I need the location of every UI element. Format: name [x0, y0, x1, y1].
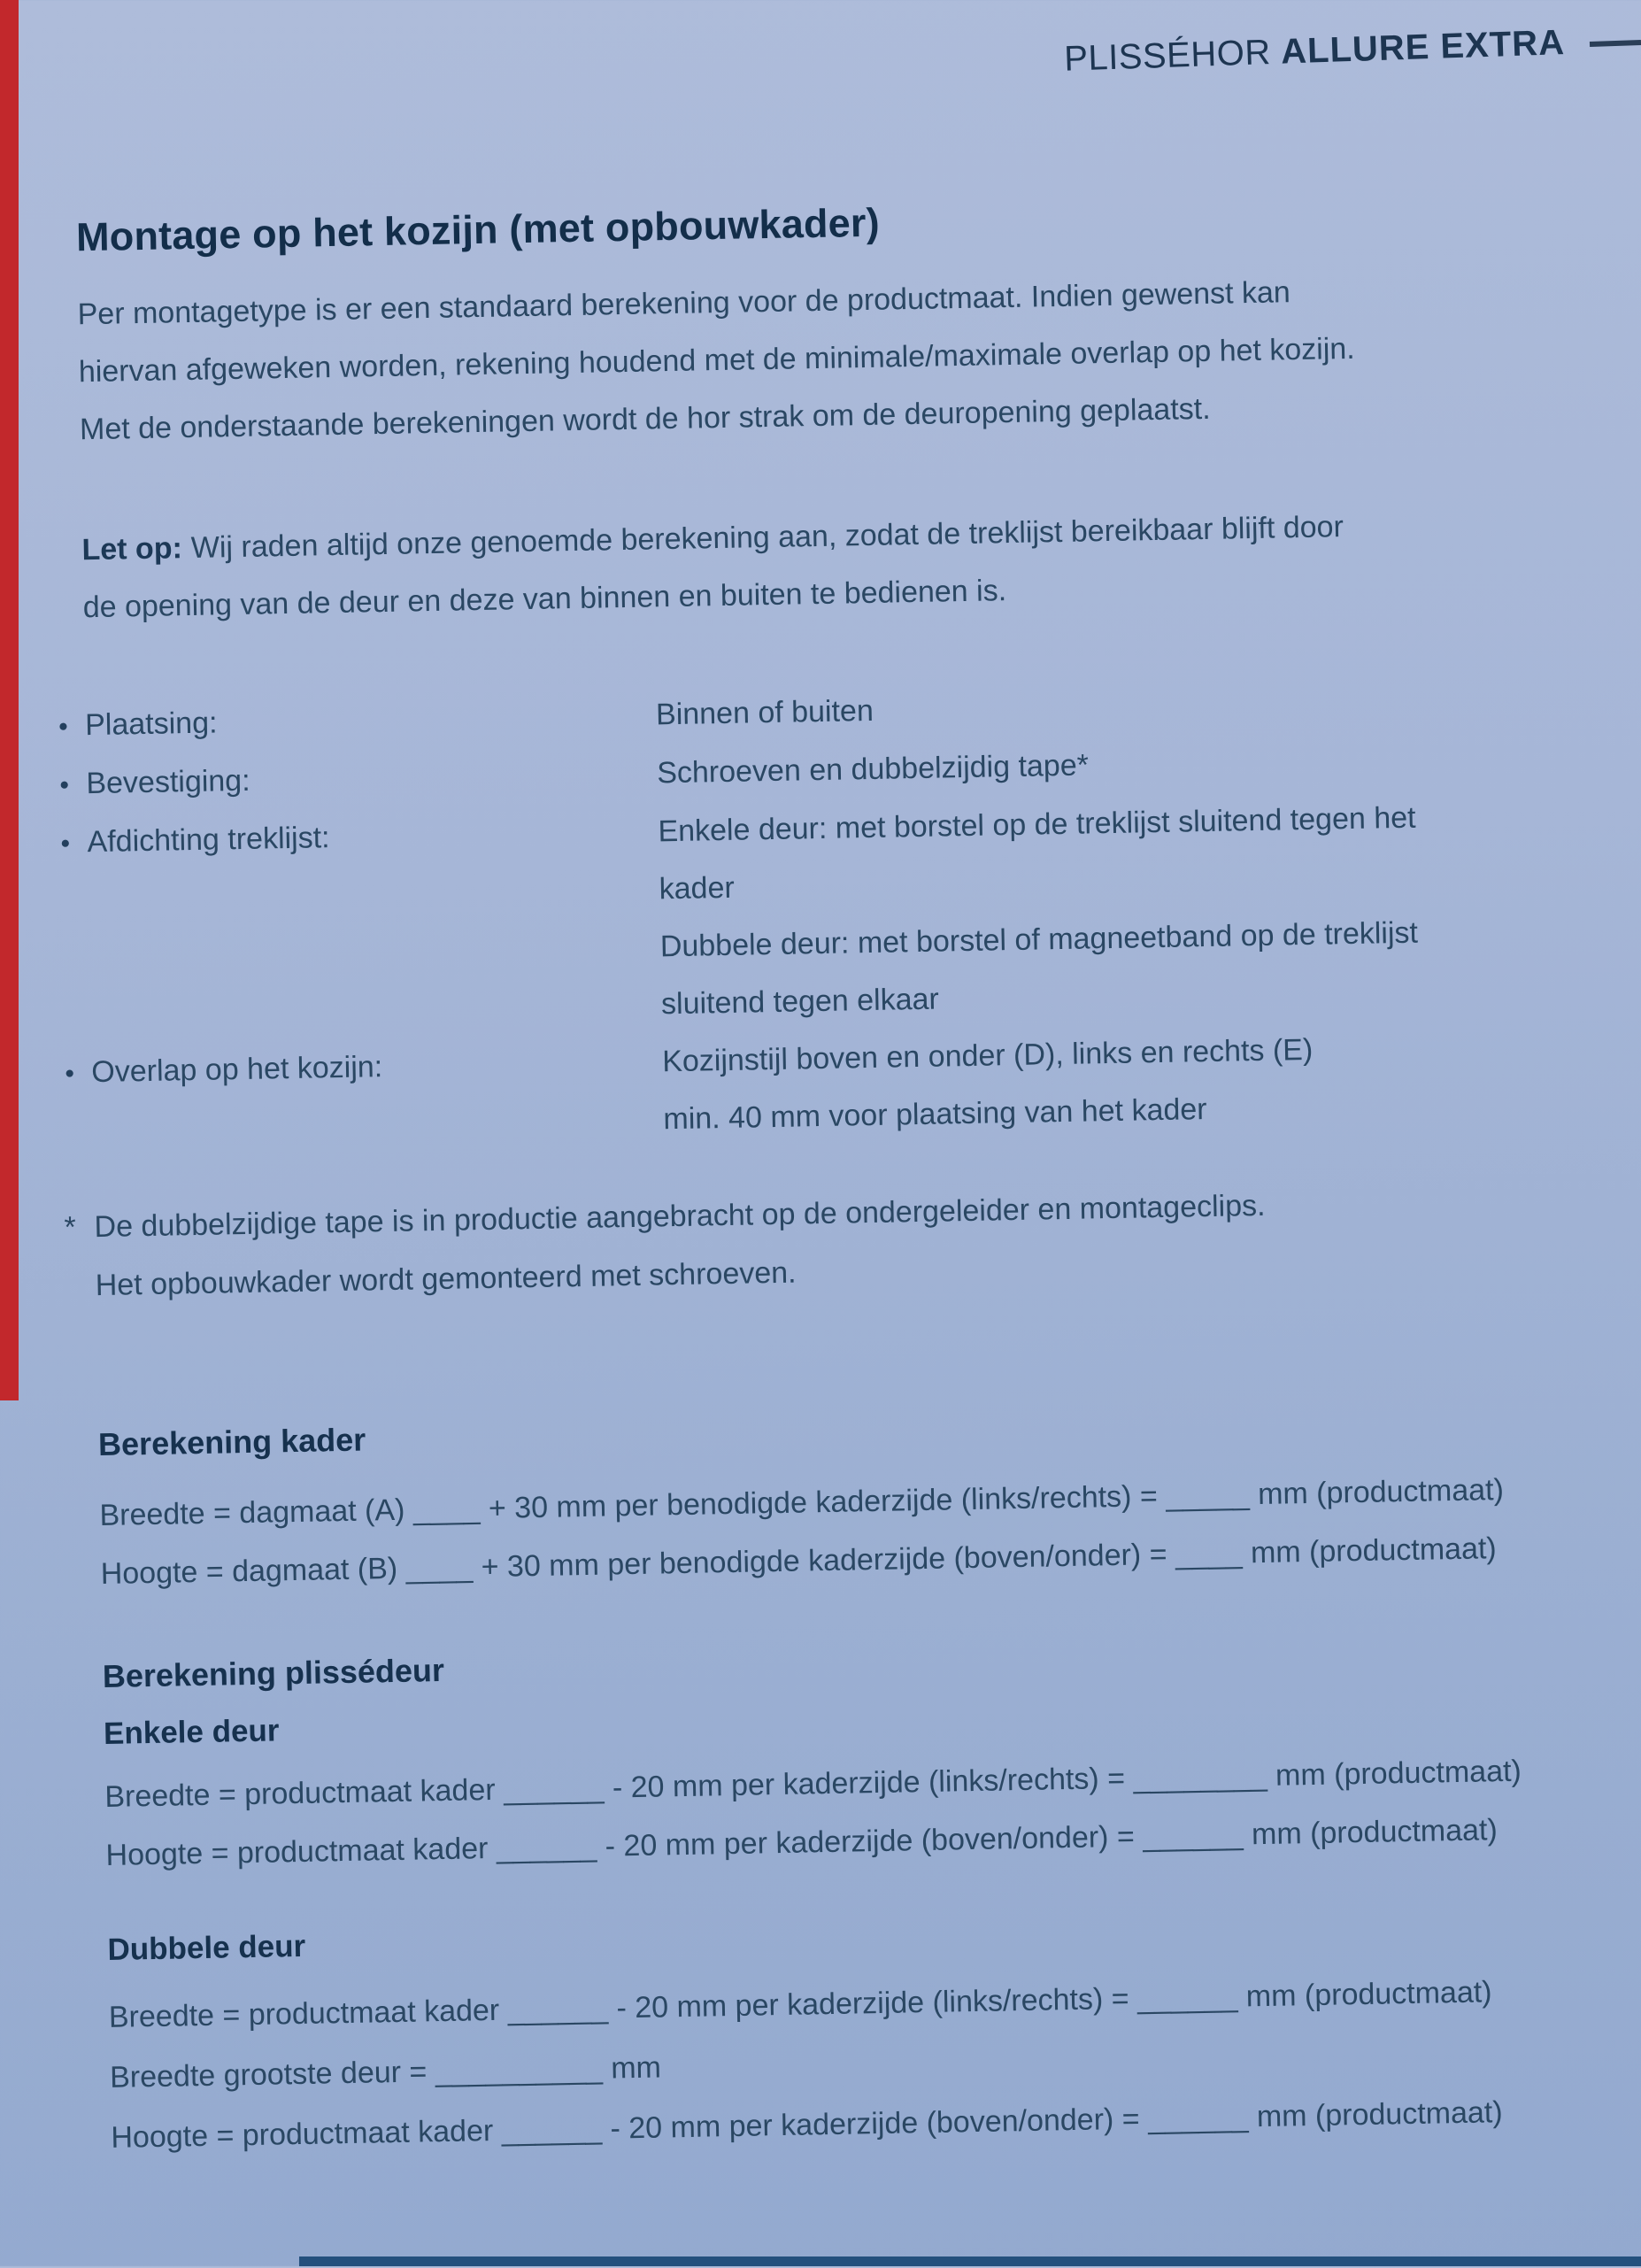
formula-line-breedte-grootste-deur: Breedte grootste deur = __________ mm: [109, 2050, 662, 2094]
spec-value-line: Enkele deur: met borstel op de treklijst sluitend tegen het: [658, 800, 1416, 849]
footnote-text: De dubbelzijdige tape is in productie aangebracht op de ondergeleider en montageclips.: [94, 1188, 1266, 1245]
spec-value-line: min. 40 mm voor plaatsing van het kader: [663, 1092, 1207, 1137]
formula-line-hoogte-kader: Hoogte = dagmaat (B) ____ + 30 mm per benodigde kaderzijde (boven/onder) = ____ mm (productmaat): [100, 1531, 1498, 1592]
formula-line-hoogte-enkele: Hoogte = productmaat kader ______ - 20 mm per kaderzijde (boven/onder) = ______ mm (productmaat): [105, 1813, 1498, 1872]
spec-value-line: sluitend tegen elkaar: [660, 982, 940, 1022]
intro-line: Met de onderstaande berekeningen wordt de hor strak om de deuropening geplaatst.: [79, 391, 1211, 447]
spec-values: [658, 786, 1596, 1033]
section-heading-berekening-kader: Berekening kader: [97, 1421, 366, 1463]
spec-value-line: Dubbele deur: met borstel of magneetband op de treklijst: [659, 915, 1419, 964]
spec-value-line: Binnen of buiten: [655, 693, 874, 732]
brand-name: ALLURE EXTRA: [1280, 23, 1566, 72]
dubbele-deur-formulas: [108, 1962, 1503, 2168]
left-accent-stripe: [0, 0, 19, 1400]
spec-label-text: Plaatsing:: [84, 706, 218, 743]
spec-value-line: Schroeven en dubbelzijdig tape*: [656, 748, 1090, 791]
brand-prefix: PLISSÉHOR: [1063, 32, 1282, 79]
page-content: [58, 0, 1618, 2267]
subheading-dubbele-deur: Dubbele deur: [107, 1928, 306, 1967]
spec-label: [59, 744, 658, 814]
spec-value-line: kader: [659, 870, 736, 906]
formula-line-hoogte-dubbele: Hoogte = productmaat kader ______ - 20 mm per kaderzijde (boven/onder) = ______ mm (productmaat): [111, 2095, 1503, 2155]
header-dash-line: [1590, 40, 1641, 47]
intro-line: hiervan afgeweken worden, rekening houdend met de minimale/maximale overlap op het kozijn.: [78, 331, 1356, 390]
spec-label: [65, 1033, 663, 1102]
bullet-icon: •: [65, 1059, 75, 1089]
note-line: de opening van de deur en deze van binnen en buiten te bedienen is.: [82, 574, 1007, 625]
bullet-icon: •: [60, 829, 71, 859]
formula-line-breedte-enkele: Breedte = productmaat kader ______ - 20 mm per kaderzijde (links/rechts) = ________ mm (productmaat): [104, 1754, 1522, 1814]
note-paragraph: [81, 498, 1345, 636]
note-label: Let op:: [81, 531, 183, 567]
spec-list: [58, 669, 1598, 1159]
formula-line-breedte-kader: Breedte = dagmaat (A) ____ + 30 mm per benodigde kaderzijde (links/rechts) = _____ mm (productmaat): [99, 1472, 1505, 1533]
asterisk-marker: *: [64, 1210, 77, 1245]
intro-paragraph: [77, 263, 1356, 459]
section-heading-berekening-plissedeur: Berekening plissédeur: [102, 1651, 445, 1694]
spec-label: [60, 803, 659, 872]
subheading-enkele-deur: Enkele deur: [103, 1713, 280, 1751]
enkele-deur-formulas: [104, 1742, 1523, 1885]
bullet-icon: •: [58, 712, 69, 742]
intro-line: Per montagetype is er een standaard berekening voor de productmaat. Indien gewenst kan: [77, 275, 1291, 332]
formula-line-breedte-dubbele: Breedte = productmaat kader ______ - 20 mm per kaderzijde (links/rechts) = ______ mm (productmaat): [108, 1975, 1492, 2034]
kader-formulas: [99, 1461, 1506, 1603]
footnote-line: Het opbouwkader wordt gemonteerd met schroeven.: [95, 1255, 797, 1303]
spec-label-text: Bevestiging:: [86, 763, 250, 801]
note-text: Wij raden altijd onze genoemde berekening aan, zodat de treklijst bereikbaar blijft door: [190, 510, 1344, 565]
spec-row-afdichting-treklijst: [60, 786, 1595, 1044]
spec-label-text: Afdichting treklijst:: [87, 821, 330, 860]
spec-label: [58, 686, 657, 755]
spec-values: [662, 1016, 1598, 1148]
page-title: Montage op het kozijn (met opbouwkader): [75, 199, 881, 260]
bullet-icon: •: [59, 770, 70, 800]
spec-value-line: Kozijnstijl boven en onder (D), links en rechts (E): [661, 1032, 1314, 1079]
footnote: [64, 1176, 1267, 1315]
spec-label-text: Overlap op het kozijn:: [91, 1050, 383, 1090]
